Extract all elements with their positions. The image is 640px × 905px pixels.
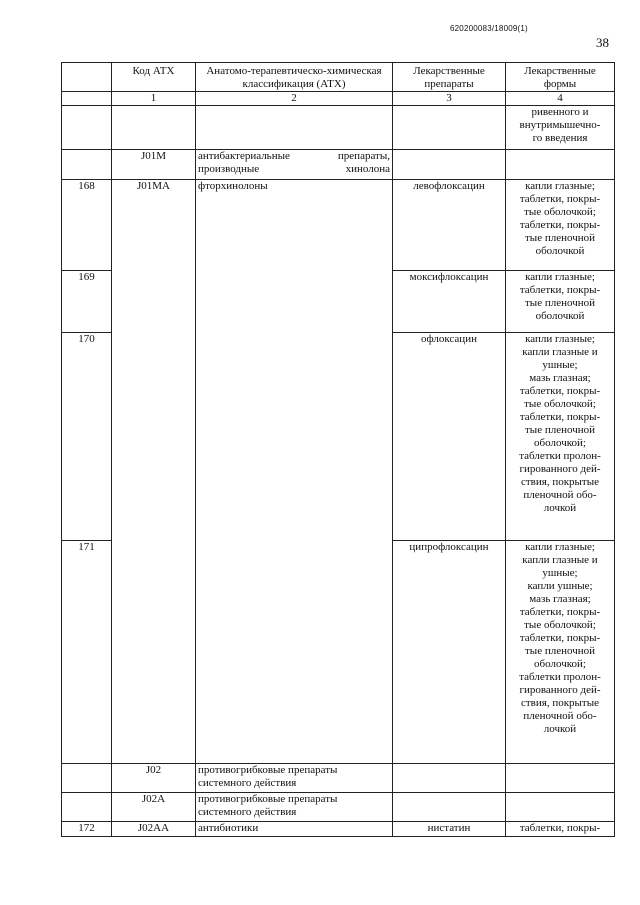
- classification-cell: противогрибковые препараты системного действия: [196, 764, 393, 793]
- row-number-cell: 169: [62, 271, 112, 333]
- table-row: [62, 180, 615, 271]
- classification-cell: противогрибковые препараты системного действия: [196, 793, 393, 822]
- header-num: [62, 63, 112, 92]
- table-row: [62, 793, 615, 822]
- col-num-1: 1: [112, 92, 196, 106]
- forms-cell: капли глазные; таблетки, покры- тые оболочкой; таблетки, покры- тые пленочной оболочкой: [506, 180, 615, 271]
- forms-cell: капли глазные; таблетки, покры- тые пленочной оболочкой: [506, 271, 615, 333]
- row-number-cell: 170: [62, 333, 112, 541]
- table-row: [62, 150, 615, 180]
- col-num-blank: [62, 92, 112, 106]
- table-row: [62, 106, 615, 150]
- document-id: 620200083/18009(1): [450, 24, 528, 33]
- table-row: [62, 764, 615, 793]
- atc-code-cell: J02: [112, 764, 196, 793]
- forms-cell: капли глазные; капли глазные и ушные; мазь глазная; таблетки, покры- тые оболочкой; таблетки, покры- тые пленочной оболочкой; таблетки пролон- гированного дей- ствия, покрытые пленочной обо- лочкой: [506, 333, 615, 541]
- atc-drug-table: [61, 62, 615, 837]
- atc-code-cell: J02AA: [112, 822, 196, 837]
- column-number-row: [62, 92, 615, 106]
- header-atc-classification: Анатомо-терапевтическо-химическая классификация (АТХ): [196, 63, 393, 92]
- forms-cell: ривенного и внутримышечно- го введения: [506, 106, 615, 150]
- atc-code-cell: J01MA: [112, 180, 196, 764]
- row-number-cell: 172: [62, 822, 112, 837]
- classification-cell: фторхинолоны: [196, 180, 393, 764]
- col-num-2: 2: [196, 92, 393, 106]
- atc-code-cell: J01M: [112, 150, 196, 180]
- forms-cell: таблетки, покры-: [506, 822, 615, 837]
- row-number-cell: 168: [62, 180, 112, 271]
- table-header-row: [62, 63, 615, 92]
- row-number-cell: 171: [62, 541, 112, 764]
- drug-name-cell: офлоксацин: [393, 333, 506, 541]
- forms-cell: капли глазные; капли глазные и ушные; капли ушные; мазь глазная; таблетки, покры- тые оболочкой; таблетки, покры- тые пленочной оболочкой; таблетки пролон- гированного дей- ствия, покрытые пленочной обо- лочкой: [506, 541, 615, 764]
- header-drugs: Лекарственные препараты: [393, 63, 506, 92]
- header-atc-code: Код АТХ: [112, 63, 196, 92]
- col-num-4: 4: [506, 92, 615, 106]
- table-row: [62, 822, 615, 837]
- atc-code-cell: J02A: [112, 793, 196, 822]
- drug-name-cell: нистатин: [393, 822, 506, 837]
- drug-name-cell: ципрофлоксацин: [393, 541, 506, 764]
- classification-cell: антибиотики: [196, 822, 393, 837]
- drug-name-cell: левофлоксацин: [393, 180, 506, 271]
- header-forms: Лекарственные формы: [506, 63, 615, 92]
- classification-cell: антибактериальные препараты, производные хинолона: [196, 150, 393, 180]
- page-number: 38: [596, 35, 609, 50]
- drug-name-cell: моксифлоксацин: [393, 271, 506, 333]
- col-num-3: 3: [393, 92, 506, 106]
